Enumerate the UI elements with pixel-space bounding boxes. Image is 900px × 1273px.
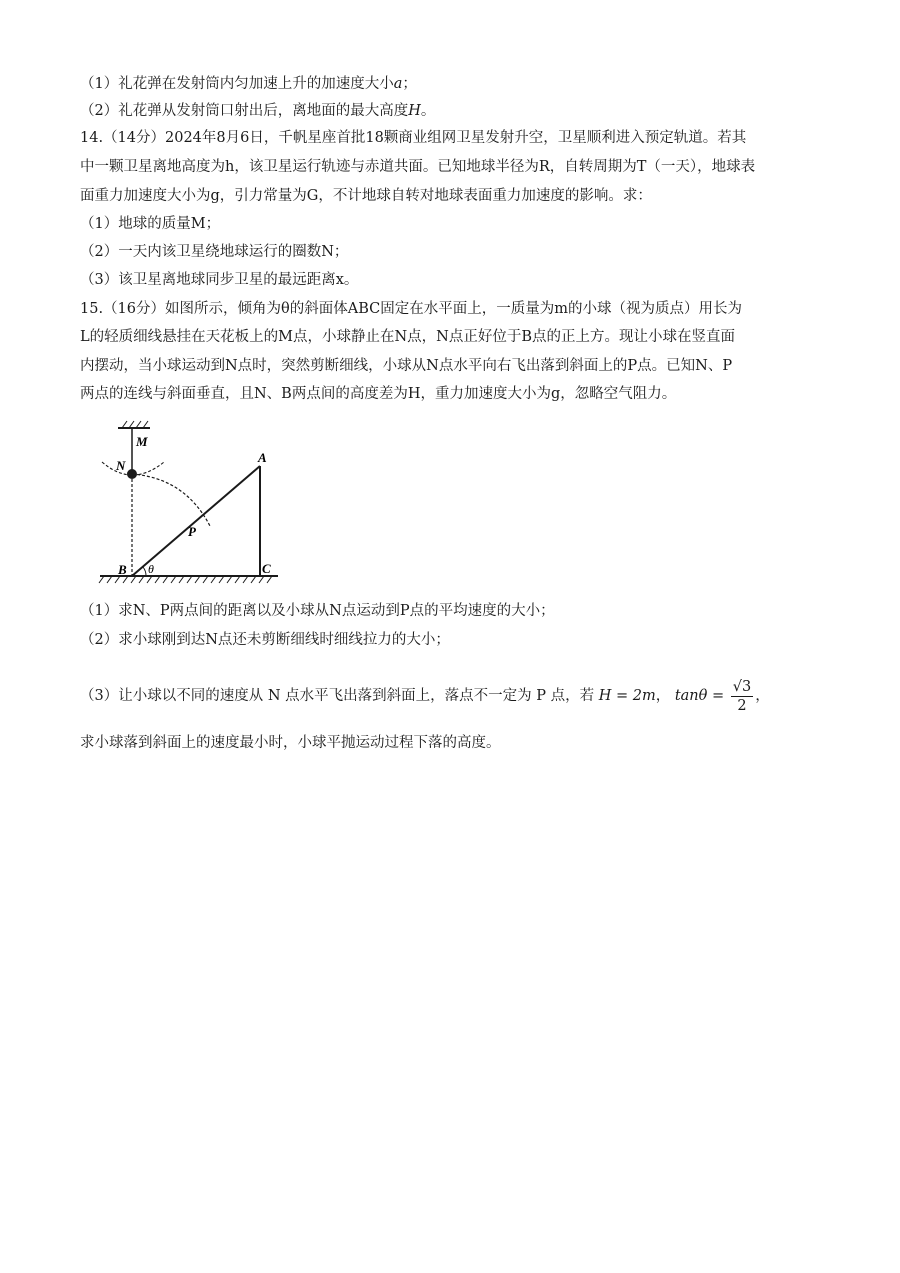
tan-fraction <box>731 678 753 715</box>
prev-q1-text: （1）礼花弹在发射筒内匀加速上升的加速度大小 <box>80 76 394 92</box>
label-theta: θ <box>148 562 154 576</box>
problem-15-sub-2: （2）求小球刚到达N点还未剪断细线时细线拉力的大小； <box>80 632 450 648</box>
prev-q2-end: 。 <box>420 103 436 119</box>
problem-15-line-2: L的轻质细线悬挂在天花板上的M点，小球静止在N点，N点正好位于B点的正上方。现让小球在竖直面 <box>80 329 736 345</box>
problem-14-sub-1: （1）地球的质量M； <box>80 216 221 232</box>
sub3-H-value: H = 2m <box>598 688 656 704</box>
label-M: M <box>136 434 148 449</box>
sub3-end: ， <box>755 688 770 704</box>
label-N: N <box>116 458 126 473</box>
problem-14-sub-3: （3）该卫星离地球同步卫星的最远距离x。 <box>80 272 359 288</box>
problem-14-sub-2: （2）一天内该卫星绕地球运行的圈数N； <box>80 244 349 260</box>
incline-pendulum-figure <box>90 418 290 588</box>
fraction-denominator: 2 <box>737 697 747 714</box>
fraction-numerator: √3 <box>732 678 752 695</box>
prev-question-1 <box>80 74 417 94</box>
prev-q2-var: H <box>408 103 421 119</box>
prev-q1-end: ； <box>402 76 417 92</box>
sub3-tan: tanθ = <box>674 688 725 704</box>
sub3-text: （3）让小球以不同的速度从 N 点水平飞出落到斜面上，落点不一定为 P 点，若 <box>80 688 595 704</box>
problem-14-line-2: 中一颗卫星离地高度为h，该卫星运行轨迹与赤道共面。已知地球半径为R，自转周期为T（一天），地球表 <box>80 159 756 175</box>
sub3-sep: ， <box>655 688 671 704</box>
problem-15-sub-3 <box>80 676 770 716</box>
problem-15-line-3: 内摆动，当小球运动到N点时，突然剪断细线，小球从N点水平向右飞出落到斜面上的P点。已知N、P <box>80 358 733 374</box>
prev-q1-var: a <box>393 76 403 92</box>
label-A: A <box>258 450 267 465</box>
problem-15-line-1: 15.（16分）如图所示，倾角为θ的斜面体ABC固定在水平面上，一质量为m的小球（视为质点）用长为 <box>80 301 742 317</box>
label-B: B <box>118 562 127 577</box>
problem-15-sub-3-cont: 求小球落到斜面上的速度最小时，小球平抛运动过程下落的高度。 <box>80 735 501 751</box>
prev-q2-text: （2）礼花弹从发射筒口射出后，离地面的最大高度 <box>80 103 409 119</box>
prev-question-2 <box>80 101 435 121</box>
problem-15-line-4: 两点的连线与斜面垂直，且N、B两点间的高度差为H，重力加速度大小为g，忽略空气阻力。 <box>80 386 677 402</box>
problem-14-line-1: 14.（14分）2024年8月6日，千帆星座首批18颗商业组网卫星发射升空，卫星顺利进入预定轨道。若其 <box>80 130 747 146</box>
problem-15-sub-1: （1）求N、P两点间的距离以及小球从N点运动到P点的平均速度的大小； <box>80 603 555 619</box>
label-P: P <box>188 524 196 539</box>
problem-14-line-3: 面重力加速度大小为g，引力常量为G，不计地球自转对地球表面重力加速度的影响。求： <box>80 188 652 204</box>
label-C: C <box>262 561 271 576</box>
